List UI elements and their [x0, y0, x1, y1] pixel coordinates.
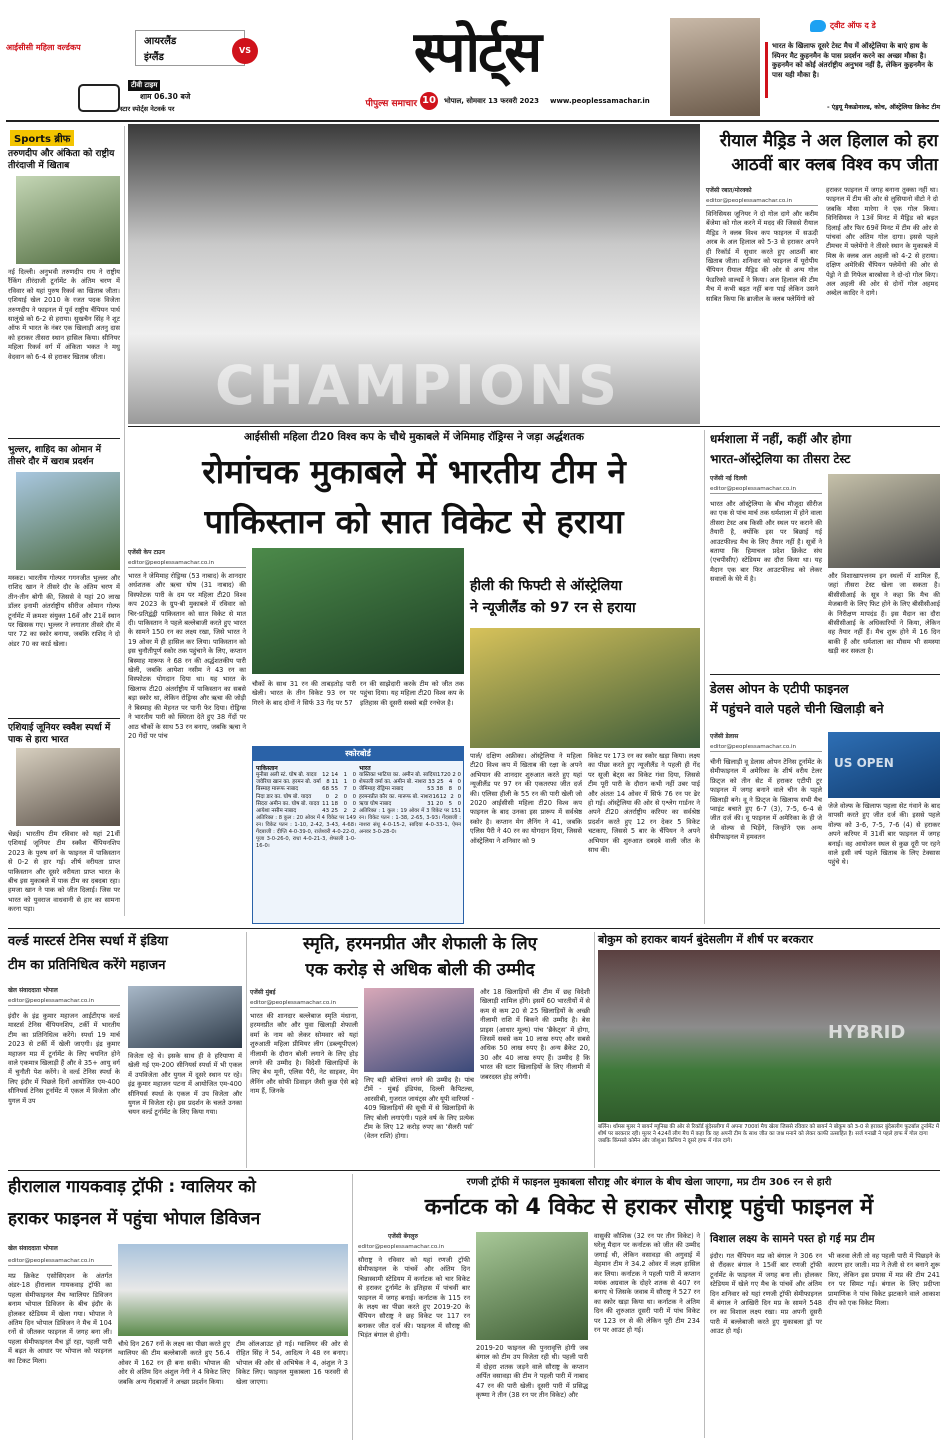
batter-name: सिदरा अमीन का. घोष बो. यादव — [256, 800, 320, 807]
rj-headline: कर्नाटक को 4 विकेट से हराकर सौराष्ट्र पहुंची फाइनल में — [424, 1195, 874, 1220]
hl-email: editor@peoplessamachar.co.in — [8, 1258, 112, 1266]
batter-stat: 33 — [428, 779, 435, 786]
brief-2-title: भुल्लर, शाहिद का ओमान में तीसरे दौर में खराब प्रदर्शन — [8, 445, 102, 467]
rj-kicker: रणजी ट्रॉफी में फाइनल मुकाबला सौराष्ट्र और बंगाल के बीच खेला जाएगा, मप्र टीम 306 रन से हारी — [466, 1177, 832, 1188]
batter-stat: 20 — [443, 772, 451, 778]
column-divider — [352, 1174, 353, 1440]
by-headline: बोकुम को हराकर बायर्न बुंदेसलीग में शीर्ष पर बरकरार — [598, 933, 813, 946]
dl-byline: एजेंसी डेलास — [710, 733, 739, 740]
ip-email: editor@peoplessamachar.co.in — [128, 560, 246, 568]
batter-stat: 2 — [452, 772, 456, 778]
divider — [128, 426, 940, 427]
aus-headline-1: हीली की फिफ्टी से ऑस्ट्रेलिया — [470, 578, 622, 594]
mj-col-2: विजेता रहे थे। इसके साथ ही वे हरियाणा में खेली गई एम-200 सीनियर्स स्पर्धा में भी एकल में उपविजेता और युगल में दूसरे स्थान पर रहे। इंद्र कुमार महाजन पटना में आयोजित एम-400 सीनियर्स स्पर्धा के एकल में उप विजेता और युगल में विजेता रहे। इस प्रदर्शन के चलते उनका चयन वर्ल्ड टूर्नामेंट के लिए किया गया। — [128, 1052, 242, 1117]
worldcup-label-box — [6, 20, 130, 60]
aus-headline-2: ने न्यूजीलैंड को 97 रन से हराया — [470, 600, 636, 616]
batter-stat: 20 — [436, 800, 443, 807]
batter-stat: 17 — [437, 772, 444, 778]
batter-stat: 0 — [325, 793, 329, 800]
trophy-photo — [828, 474, 940, 568]
brief-1-body: नई दिल्ली। अनुभवी तरुणदीप राय ने राष्ट्रीय रैंकिंग तीरंदाजी टूर्नामेंट के अंतिम चरण में रविवार को यहां पुरुष रिकर्व का खिताब जीता। एशियाई खेल 2010 के रजत पदक विजेता तरुणदीप ने फाइनल में पूर्व राष्ट्रीय चैंपियन पार्थ सालुंखे को 6-2 से हराया। सुखचैन सिंह ने शूट ऑफ में भारत के नंबर एक खिलाड़ी अतनु दास को हराकर तीसरा स्थान हासिल किया। सीनियर महिला रिकर्व वर्ग में अंकिता भकत ने मधु वेदवान को 6-4 से हराकर खिताब जीता। — [8, 268, 120, 361]
batter-stat: 12 — [322, 772, 329, 778]
cricket-photo — [252, 548, 464, 674]
au-col-3: और 18 खिलाड़ियों की टीम में छह विदेशी खिलाड़ी शामिल होंगे। इसमें 60 भारतीयों में से कम से कम 20 से 25 खिलाड़ियों के अच्छी नीलामी राशि में बिकने की उम्मीद है। बेस प्राइस (आधार मूल्य) पांच ‘ब्रैकेट्स’ में होगा, जिसमें सबसे कम 10 लाख रुपए और सबसे अधिक 50 लाख रुपए है। अन्य ब्रैकेट 20, 30 और 40 लाख रुपए हैं। उम्मीद है कि भारत की स्टार खिलाड़ियों के लिए नीलामी में जबरदस्त होड़ लगेगी। — [480, 988, 590, 1081]
dateline: भोपाल, सोमवार 13 फरवरी 2023 — [444, 97, 540, 105]
dh-byline: एजेंसी नई दिल्ली — [710, 475, 747, 482]
batter-name: जेमिमाह रोड्रिग्स नाबाद — [359, 786, 404, 793]
dl-headline-2: में पहुंचने वाले पहले चीनी खिलाड़ी बने — [710, 701, 884, 716]
scoreboard-title: स्कोरबोर्ड — [253, 747, 463, 761]
tv-time: शाम 06.30 बजे — [140, 92, 191, 101]
coach-photo — [670, 18, 760, 116]
team1: आयरलैंड — [144, 36, 177, 47]
scoreboard-row — [256, 786, 356, 793]
scoreboard-row — [359, 801, 461, 808]
batter-stat: 0 — [343, 793, 347, 800]
batter-stat: 43 — [322, 808, 329, 815]
champions-text: CHAMPIONS — [214, 354, 621, 417]
batter-stat: 1 — [343, 772, 347, 778]
tweet-text: भारत के खिलाफ दूसरे टेस्ट मैच में ऑस्ट्रेलिया के बाएं हाथ के स्पिनर मैट कुहनमैन के पास प्रदर्शन करने का अच्छा मौका है। कुहनमैन को कोई अंतर्राष्ट्रीय अनुभव नहीं है, लेकिन कुहनमैन के पास यही मौका है। — [765, 42, 939, 98]
batter-stat: 5 — [448, 800, 452, 807]
batter-stat: 8 — [326, 779, 330, 786]
rj-email: editor@peoplessamachar.co.in — [358, 1244, 470, 1252]
tennis-photo — [828, 732, 940, 798]
batter-stat: 11 — [331, 779, 339, 786]
batter-stat: 31 — [427, 800, 434, 807]
batter-name: निदा डार का. घोष बो. यादव — [256, 793, 312, 800]
hl-col-3: टीम ऑलआउट हो गई। ग्वालियर की ओर से रोहित सिंह ने 54, आदित्य ने 48 रन बनाए। भोपाल की ओर से अभिषेक ने 4, अंशुल ने 3 विकेट लिए। फाइनल मुकाबला 16 फरवरी से खेला जाएगा। — [236, 1340, 348, 1386]
sports-brief — [8, 126, 120, 914]
divider — [710, 674, 940, 675]
brief-badge: Sports ब्रीफ — [10, 130, 74, 146]
batter-stat: 8 — [448, 786, 452, 793]
dh-headline-2: भारत-ऑस्ट्रेलिया का तीसरा टेस्ट — [710, 452, 851, 466]
batter-stat: 0 — [352, 800, 356, 807]
batter-name: शेफाली वर्मा का. अमीन बो. नाशरा — [359, 779, 427, 786]
ranji-photo — [476, 1232, 588, 1340]
batter-name: आयेशा नसीम नाबाद — [256, 808, 297, 815]
banner-text: HYBRID — [828, 1022, 906, 1043]
batter-stat: 2 — [334, 793, 338, 800]
batter-name: मुनीबा अली स्टं. घोष बो. यादव — [256, 772, 317, 778]
batter-stat: 0 — [457, 779, 461, 786]
column-divider — [124, 126, 125, 916]
batter-stat: 0 — [457, 786, 461, 793]
mahajan-story — [8, 932, 242, 1166]
rm-byline: एजेंसी रबात/मोरक्को — [706, 187, 752, 194]
scoreboard-left-header: पाकिस्तान — [256, 765, 278, 772]
rm-col-1: विनिसियस जूनियर ने दो गोल दागे और करीम बेंजेमा को गोल करने में मदद की जिससे रीयाल मैड्रिड ने क्लब विश्व कप फाइनल में सऊदी अरब के अल हिलाल को 5-3 से हराकर अपने ही रिकॉर्ड में सुधार करते हुए आठवीं बार खिताब जीता। शनिवार को फाइनल में यूरोपीय चैंपियन रीयाल मैड्रिड की ओर से अन्य गोल फेडरिको वाल्वर्डे ने किया। अल हिलाल की टीम मैच में कभी बढ़त नहीं बना पाई लेकिन उसने साबित किया कि ब्राजील के क्लब फ्लेमिंगो को — [706, 210, 818, 303]
india-pak-story — [128, 430, 700, 926]
dl-headline-1: डेलस ओपन के एटीपी फाइनल — [710, 681, 849, 696]
mj-email: editor@peoplessamachar.co.in — [8, 998, 120, 1006]
column-divider — [594, 932, 595, 1168]
divider — [8, 1170, 940, 1171]
match-teams — [135, 30, 245, 66]
aus-col-1: पार्ल/ दक्षिण अफ्रीका। ऑस्ट्रेलिया ने महिला टी20 विश्व कप में खिताब की रक्षा के अपने अभियान की शानदार शुरुआत करते हुए यहां न्यूजीलैंड पर 97 रन की एकतरफा जीत दर्ज की। एलिसा हीली के 55 रन की पारी खेली जो 2020 आईसीसी महिला टी20 विश्व कप फाइनल के बाद उनका इस प्रारूप में सर्वश्रेष्ठ स्कोर है। कप्तान मेग लैनिंग ने 41, जबकि एलिस पैरी ने 40 रन का योगदान दिया, जिससे ऑस्ट्रेलिया ने शनिवार को 9 — [470, 752, 582, 845]
hl-byline: खेल संवाददाता भोपाल — [8, 1245, 58, 1252]
section-title: स्पोर्ट्स — [413, 19, 541, 85]
us-open-text: US OPEN — [834, 756, 894, 770]
hl-col-2: चौथे दिन 267 रनों के लक्ष्य का पीछा करते हुए ग्वालियर की टीम बल्लेबाजी करते हुए 56.4 ओवर में 162 रन ही बना सकी। भोपाल की ओर से अंतिम दिन अंशुल नेगी ने 4 विकेट लिए जबकि अन्य गेंदबाजों ने अच्छा प्रदर्शन किया। — [118, 1340, 231, 1386]
batter-stat: 18 — [331, 800, 338, 807]
mp-team-story — [710, 1232, 940, 1438]
ranji-story — [358, 1174, 940, 1440]
healy-photo — [470, 628, 700, 748]
divider — [8, 718, 120, 719]
batter-stat: 25 — [436, 779, 444, 786]
batter-stat: 0 — [343, 800, 347, 807]
batter-stat: 2 — [450, 793, 454, 800]
twitter-icon — [810, 20, 826, 32]
mp-headline: विशाल लक्ष्य के सामने पस्त हो गई मप्र टीम — [710, 1233, 875, 1245]
hiralal-story — [8, 1174, 348, 1440]
batter-name: जवेरिया खान का. हरमन बो. वर्मा — [256, 779, 321, 786]
brief-2-body: मस्कट। भारतीय गोल्फर गगनजीत भुल्लर और राशिद खान ने तीसरे दौर के अंतिम चरण में तीन-तीन बोगी की, जिससे वे यहां 20 लाख डॉलर इनामी अंतर्राष्ट्रीय सीरीज ओमान गोल्फ टूर्नामेंट में क्रमशः संयुक्त 16वें और 21वें स्थान पर खिसक गए। भुल्लर ने लगातार तीसरे दौर में पार 72 का स्कोर बनाया, जबकि राशिद ने दो अंडर 70 का कार्ड खेला। — [8, 574, 120, 648]
mj-byline: खेल संवाददाता भोपाल — [8, 987, 58, 994]
batter-stat: 16 — [432, 793, 440, 800]
dl-col-2: जेजे वोल्फ के खिलाफ पहला सेट गंवाने के बाद वापसी करते हुए जीत दर्ज की। इससे पहले वोल्फ को 3-6, 7-5, 7-6 (4) से हराकर अपने करियर में 31वीं बार फाइनल में जगह बनाई। वह आयोजन स्थल से कुछ दूरी पर रहने वाले इसी वर्ष पहले खिताब के लिए टेक्सास पहुंचे थे। — [828, 802, 940, 867]
worldcup-label: आईसीसी महिला वर्ल्डकप — [6, 43, 81, 52]
mp-col-1: इंदौर। गत चैंपियन मप्र को बंगाल ने 306 रन से रौंदकर बंगाल ने 15वीं बार रणजी ट्रॉफी टूर्नामेंट के फाइनल में जगह बना ली। होलकर स्टेडियम में खेले गए मैच के पांचवें और अंतिम दिन शनिवार को यहां रणजी ट्रॉफी सेमीफाइनल में बंगाल ने आखिरी दिन मप्र के सामने 548 रन का विशाल लक्ष्य रखा। मप्र अपनी दूसरी पारी में बल्लेबाजी करते हुए मुकाबला ड्रॉ पर आउट हो गई। — [710, 1252, 822, 1336]
dh-col-1: भारत और ऑस्ट्रेलिया के बीच मौजूदा सीरीज का एक से पांच मार्च तक धर्मशाला में होने वाला तीसरा टेस्ट अब किसी और स्थल पर कराने की तैयारी है, क्योंकि इस पर बिछाई गई आउटफील्ड मैच के लिए तैयार नहीं है। सूत्रों ने बताया कि हिमाचल प्रदेश क्रिकेट संघ (एचपीसीए) स्टेडियम का दौरा किया था। यह मैदान एक बार फिर आउटफील्ड को लेकर सवालों के घेरे में है। — [710, 500, 822, 584]
batter-stat: 2 — [352, 808, 356, 815]
batter-stat: 2 — [343, 808, 347, 815]
batter-name: हरमनप्रीत कौर का. मारूफ बो. नाशरा — [359, 793, 433, 800]
batter-stat: 0 — [352, 772, 356, 778]
column-divider — [704, 430, 705, 924]
rj-col-2: 2019-20 फाइनल की पुनरावृत्ति होगी जब बंगाल को टीम उप विजेता रही थी। पहली पारी में दोहरा शतक जड़ने वाले सौराष्ट्र के कप्तान अर्पित वसावड़ा की टीम ने पहली पारी में नाबाद 47 रन की पारी खेली। दूसरी पारी में प्रसिद्ध कृष्णा ने तीन (38 रन पर तीन विकेट) और — [476, 1344, 588, 1400]
batter-name: यास्तिका भाटिया का. अमीन बो. सादिया — [359, 772, 438, 778]
scoreboard-row — [359, 786, 461, 793]
batter-stat: 11 — [322, 800, 329, 807]
scoreboard-right — [359, 764, 461, 874]
au-headline-2: एक करोड़ से अधिक बोली की उम्मीद — [305, 960, 535, 980]
batter-stat: 4 — [448, 779, 453, 786]
team2: इंग्लैंड — [144, 52, 164, 63]
mj-col-1: इंदौर के इंद्र कुमार महाजन आईटीएफ वर्ल्ड मास्टर्स टेनिस चैंपियनशिप, टर्की में भारतीय टीम का प्रतिनिधित्व करेंगे। स्पर्धा 19 मार्च 2023 से टर्की में खेली जाएगी। इंद्र कुमार महाजन मप्र में टूर्नामेंट के लिए चयनित होने वाले एकमात्र खिलाड़ी हैं और वे 35+ आयु वर्ग में चुनौती पेश करेंगे। वे वर्ल्ड टेनिस स्पर्धा के लिए इंदौर में पिछले दिनों आयोजित एम-400 सीनियर्स टेनिस टूर्नामेंट में एकल में विजेता और युगल में उप — [8, 1012, 120, 1105]
scoreboard-right-extras: अतिरिक्त : 1 कुल : 19 ओवर में 3 विकेट पर 151 रन। विकेट पतन : 1-38, 2-65, 3-93। गेंदबाजी : नाशरा संधू 4-0-15-2, सादिया 4-0-33-1, ऐमन अनवर 3-0-28-0। — [359, 808, 461, 836]
vs-badge: VS — [232, 38, 258, 64]
brief-3-title: एशियाई जूनियर स्क्वैश स्पर्धा में पाक से हारा भारत — [8, 723, 111, 745]
masthead — [0, 0, 945, 122]
batter-stat: 55 — [331, 786, 338, 793]
au-headline-1: स्मृति, हरमनप्रीत और शेफाली के लिए — [303, 934, 537, 954]
brief-3-body: चेन्नई। भारतीय टीम रविवार को यहां 21वीं एशियाई जूनियर टीम स्क्वैश चैंपियनशिप 2023 के पुरुष वर्ग के फाइनल में पाकिस्तान से 0-2 से हार गई। शीर्ष वरीयता प्राप्त पाकिस्तान और दूसरे वरीयता प्राप्त भारत के बीच इस मुकाबले में पाक टीम का दबदबा रहा। हमजा खान ने पाक को जीत दिलाई। जिस पर भारत को युवराज वाधवानी से हार का सामना करना पड़ा। — [8, 830, 120, 914]
batter-stat: 7 — [343, 786, 347, 793]
batter-stat: 38 — [436, 786, 443, 793]
au-col-2: लिए बड़ी बोलियां लगने की उम्मीद है। पांच टीमें - मुंबई इंडियंस, दिल्ली कैपिटल्स, आरसीबी, गुजरात जायंट्स और यूपी वारियर्स - 409 खिलाड़ियों की सूची में से खिलाड़ियों के लिए बोली लगाएंगी। पहले वर्ष के लिए प्रत्येक टीम के लिए 12 करोड़ रुपए का ‘सैलरी पर्स’ (वेतन राशि) होगा। — [364, 1076, 474, 1141]
aus-col-2: विकेट पर 173 रन का स्कोर खड़ा किया। लक्ष्य का पीछा करते हुए न्यूजीलैंड ने पहली ही गेंद पर सूजी बेट्स का विकेट गंवा दिया, जिससे टीम पूरी पारी के दौरान कभी नहीं उबर पाई और अंततः 14 ओवर में सिर्फ 76 रन पर ढेर हो गई। ऑस्ट्रेलिया की ओर से एश्लेग गार्डनर ने अपने टी20 अंतर्राष्ट्रीय करियर का सर्वश्रेष्ठ प्रदर्शन करते हुए 12 रन देकर 5 विकेट चटकाए, जिससे 5 बार के चैंपियन ने अपने अभियान की शुरुआत दबदबे वाली जीत के साथ की। — [588, 752, 700, 855]
brief-1-title: तरुणदीप और अंकिता को राष्ट्रीय तीरंदाजी में खिताब — [8, 149, 115, 171]
batter-stat: 0 — [457, 772, 461, 778]
dl-col-1: चीनी खिलाड़ी वू डेलास ओपन टेनिस टूर्नामेंट के सेमीफाइनल में अमेरिका के शीर्ष वरीय टेलर फ्रिट्ज को तीन सेट में हराकर एटीपी टूर फाइनल में जगह बनाने वाले चीन के पहले खिलाड़ी बने। वू ने फ्रिट्ज के खिलाफ सभी मैच प्वाइंट बचाते हुए 6-7 (3), 7-5, 6-4 से जीत दर्ज की। वू फाइनल में अमेरिका के ही जे जे वोल्फ से भिड़ेंगे, जिन्होंने एक अन्य सेमीफाइनल में हमवतन — [710, 758, 822, 842]
mp-col-2: भी करवा लेती तो वह पहली पारी में पिछड़ने के कारण हार जाती। मप्र ने तेजी से रन बनाने शुरू किए, लेकिन इस प्रयास में मप्र की टीम 241 रन पर सिमट गई। बंगाल के लिए प्रदीप्ता प्रामाणिक ने पांच विकेट झटकाने वाले आकाश दीप को एक विकेट मिला। — [828, 1252, 940, 1308]
dl-email: editor@peoplessamachar.co.in — [710, 744, 822, 752]
tweet-label: ट्वीट ऑफ द डे — [830, 21, 876, 30]
batter-name: ऋचा घोष नाबाद — [359, 800, 392, 807]
ip-col-2: चौकों के साथ 31 रन की ताबड़तोड़ पारी खेली। भारत के तीन विकेट 93 रन पर गिरने के बाद दोनों ने सिर्फ 33 गेंद पर 57 — [252, 680, 356, 707]
auction-story — [250, 932, 590, 1166]
dallas-story — [710, 680, 940, 924]
bayern-photo — [598, 950, 940, 1122]
rj-col-1: सौराष्ट्र ने रविवार को यहां रणजी ट्रॉफी सेमीफाइनल के पांचवें और अंतिम दिन चिन्नास्वामी स्टेडियम में कर्नाटक को चार विकेट से हराकर टूर्नामेंट के इतिहास में पांचवीं बार फाइनल में जगह बनाई। कर्नाटक के 115 रन के लक्ष्य का पीछा करते हुए 2019-20 के चैंपियन सौराष्ट्र ने छह विकेट पर 117 रन बनाकर जीत दर्ज की। फाइनल में सौराष्ट्र की भिड़ंत बंगाल से होगी। — [358, 1256, 470, 1340]
rm-email: editor@peoplessamachar.co.in — [706, 198, 818, 206]
hl-headline-1: हीरालाल गायकवाड़ ट्रॉफी : ग्वालियर को — [8, 1177, 256, 1197]
rj-col-3: वासुकी कौशिक (32 रन पर तीन विकेट) ने घरेलू मैदान पर कर्नाटक को जीत की उम्मीद जगाई थी, लेकिन वसावड़ा की अगुवाई में मेहमान टीम ने 34.2 ओवर में लक्ष्य हासिल कर लिया। कर्नाटक ने पहली पारी में कप्तान मयंक अग्रवाल के दोहरे शतक से 407 रन बनाए थे जिसके जवाब में सौराष्ट्र ने 527 रन का स्कोर खड़ा किया था। कर्नाटक ने अंतिम दिन की शुरुआत दूसरी पारी में पांच विकेट पर 123 रन से की लेकिन पूरी टीम 234 रन पर आउट हो गई। — [594, 1232, 700, 1335]
ip-col-3: रन की साझेदारी करके टीम को जीत तक पहुंचा दिया। यह महिला टी20 विश्व कप के इतिहास की दूसरी सबसे बड़ी रनचेज है। — [360, 680, 464, 707]
divider — [8, 438, 120, 439]
paper-name: पीपुल्स समाचार — [365, 99, 417, 109]
batter-stat: 0 — [457, 793, 461, 800]
scoreboard — [252, 746, 464, 924]
players-photo — [364, 988, 474, 1072]
batter-stat: 12 — [439, 793, 447, 800]
scoreboard-row — [359, 794, 461, 801]
ip-byline: एजेंसी केप टाउन — [128, 549, 165, 556]
team-photo — [118, 1244, 348, 1336]
real-madrid-story — [128, 124, 940, 424]
ip-col-1: भारत ने जेमिमाह रोड्रिग्स (53 नाबाद) के शानदार अर्धशतक और ऋचा घोष (31 नाबाद) की विस्फोटक पारी के दम पर महिला टी20 विश्व कप 2023 के ग्रुप-बी मुकाबले में रविवार को चिर-प्रतिद्वंद्वी पाकिस्तान को सात विकेट से मात दी। पाकिस्तान ने पहले बल्लेबाजी करते हुए भारत के सामने 150 रन का लक्ष्य रखा, जिसे भारत ने 19 ओवर में ही हासिल कर लिया। पाकिस्तान को इस चुनौतीपूर्ण स्कोर तक पहुंचाने के लिए, कप्तान बिस्माह मारूफ ने 68 रन की अर्द्धशतकीय पारी खेली, जबकि आयेशा नसीम ने 43 रन का विस्फोटक योगदान दिया था। यह भारत के खिलाफ टी20 अंतर्राष्ट्रीय में पाकिस्तान का सबसे बड़ा स्कोर था, लेकिन रोड्रिग्स और ऋचा की जोड़ी ने बिस्माह की मेहनत पर पानी फेर दिया। रोड्रिग्स ने भारतीय पारी को स्थिरता देते हुए 38 गेंदों पर आठ चौकों के साथ 53 रन बनाए, जबकि ऋचा ने 20 गेंदों पर पांच — [128, 572, 246, 740]
dharamshala-story — [710, 430, 940, 670]
batter-stat: 68 — [322, 786, 329, 793]
masthead-rule — [6, 120, 939, 122]
batter-stat: 14 — [331, 772, 338, 778]
ip-headline-1: रोमांचक मुकाबले में भारतीय टीम ने — [202, 452, 626, 491]
batter-stat: 0 — [352, 779, 357, 786]
scoreboard-row — [256, 794, 356, 801]
squash-photo — [16, 748, 120, 826]
mj-headline-1: वर्ल्ड मास्टर्स टेनिस स्पर्धा में इंडिया — [8, 934, 168, 949]
hl-col-1: मप्र क्रिकेट एसोसिएशन के अंतर्गत अंडर-18 हीरालाल गायकवाड़ ट्रॉफी का पहला सेमीफाइनल मैच ग्वालियर डिविजन बनाम भोपाल डिविजन के बीच इंदौर के होलकर स्टेडियम में खेला गया। भोपाल ने अंतिम दिन भोपाल डिविजन ने मैच में 104 रनों से जीतकर फाइनल में जगह बना ली। पहला सेमीफाइनल मैच ड्रॉ रहा, पहली पारी में बढ़त के आधार पर भोपाल को फाइनल का टिकट मिला। — [8, 1272, 112, 1365]
mj-headline-2: टीम का प्रतिनिधित्व करेंगे महाजन — [8, 958, 166, 973]
scoreboard-row — [256, 801, 356, 808]
column-divider — [704, 1232, 705, 1438]
aus-nz-story — [470, 576, 700, 926]
website: www.peoplessamachar.in — [550, 97, 650, 105]
archery-photo — [16, 176, 120, 264]
hl-headline-2: हराकर फाइनल में पहुंचा भोपाल डिविजन — [8, 1209, 261, 1229]
page-number: 10 — [420, 92, 438, 110]
au-byline: एजेंसी मुंबई — [250, 989, 276, 996]
dh-email: editor@peoplessamachar.co.in — [710, 486, 822, 494]
batter-stat: 53 — [427, 786, 434, 793]
divider — [8, 928, 940, 929]
by-caption: बर्लिन। थॉमस मूलर ने बायर्न म्यूनिख की ओर से रिकॉर्ड बुंदेसलीगा में अपना 700वां मैच खेला जिससे रविवार को बायर्न ने बोकुम को 3-0 से हराकर बुंदेसलीग फुटबॉल टूर्नामेंट में शीर्ष पर बरकरार रही। मूलर ने 424वें लीग मैच में कहा कि वह अपनी टीम के साथ जीत का जश्न मनाने को लेकर काफी उत्साहित है। सर्ज गनाब्री ने पहले हाफ में गोल दागा जबकि किंग्सले कोमैन और जोशुआ किमिच ने दूसरे हाफ में गोल दागे। — [598, 1124, 940, 1144]
tv-channel: स्टार स्पोर्ट्स नेटवर्क पर — [120, 105, 175, 113]
rm-headline-1: रीयाल मैड्रिड ने अल हिलाल को हरा — [719, 131, 938, 151]
golf-photo — [16, 472, 120, 570]
column-divider — [246, 932, 247, 1168]
rm-col-2: हराकर फाइनल में जगह बनाना तुक्का नहीं था। फाइनल में टीम की ओर से लुसियानो वीटो ने दो जबकि मौसा मारेगा ने एक गोल किया। विनिसियस ने 13वें मिनट में मैड्रिड को बढ़त दिलाई और फिर 69वें मिनट में टीम की ओर से पांचवां और अंतिम गोल दागा। इससे पहले टीमचर में फ्लेमेंगो ने तीसरे स्थान के मुकाबले में मिस्र के क्लब अल अहली को 4-2 से हराया। दक्षिण अमेरिकी चैंपियन फ्लेमेंगो की ओर से पेड्रो ने डी गिफेल बारबोसा ने दो-दो गोल किए। अल अहली की ओर से दोनों गोल अहमद अब्देल कादिर ने दागे। — [826, 186, 938, 298]
batter-stat: 0 — [457, 800, 461, 807]
mahajan-photo — [128, 986, 242, 1048]
batter-stat: 25 — [331, 808, 338, 815]
ip-kicker: आईसीसी महिला टी20 विश्व कप के चौथे मुकाबले में जेमिमाह रॉड्रिग्स ने जड़ा अर्द्धशतक — [244, 431, 584, 443]
rm-headline-2: आठवीं बार क्लब विश्व कप जीता — [731, 155, 938, 175]
ip-headline-2: पाकिस्तान को सात विकेट से हराया — [204, 502, 624, 541]
batter-stat: 1 — [343, 779, 348, 786]
batter-stat: 0 — [352, 793, 356, 800]
rj-byline: एजेंसी बेंगलुरु — [388, 1233, 418, 1240]
tv-label: टीवी टाइम — [128, 80, 160, 91]
bayern-story — [598, 932, 940, 1166]
batter-name: बिस्माह मारूफ नाबाद — [256, 786, 299, 793]
au-col-1: भारत की शानदार बल्लेबाज स्मृति मंधाना, हरमनप्रीत कौर और युवा खिलाड़ी शेफाली वर्मा के नाम को लेकर सोमवार को यहां शुरुआती महिला प्रीमियर लीग (डब्ल्यूपीएल) नीलामी के दौरान बोली लगाने के लिए होड़ लगने की उम्मीद है। विदेशी खिलाड़ियों के लिए बेथ मूनी, एलिस पैरी, नेट साइवर, मेग लैनिंग और सोफी डिवाइन जैसी कुछ ऐसे बड़े नाम हैं, जिनके — [250, 1012, 358, 1096]
au-email: editor@peoplessamachar.co.in — [250, 1000, 358, 1008]
dh-col-2: और विशाखापत्तनम इन स्थलों में शामिल हैं, जहां तीसरा टेस्ट खेला जा सकता है। बीसीसीआई के सूत्र ने कहा कि मैच की मेजबानी के लिए फिट होने के लिए बीसीसीआई के निरीक्षण मापदंड हैं। इस मैदान का दौरा बीसीसीआई के अधिकारियों ने किया, लेकिन वह तैयार नहीं हैं। मैच शुरू होने में 16 दिन बाकी हैं और धर्मशाला का मौसम भी समस्या खड़ी कर सकता है। — [828, 572, 940, 656]
champions-photo — [128, 124, 700, 424]
tv-icon — [78, 84, 120, 112]
tweet-author: - एंड्रयू मैकडोनाल्ड, कोच, ऑस्ट्रेलिया क्रिकेट टीम — [826, 104, 940, 111]
scoreboard-left — [256, 764, 356, 873]
scoreboard-left-extras: अतिरिक्त : 8 कुल : 20 ओवर में 4 विकेट पर 149 रन। विकेट पतन : 1-10, 2-42, 3-43, 4-68। गेंदबाजी : दीप्ति 4-0-39-0, राजेश्वरी 4-0-22-0, पूजा 3-0-26-0, राधा 4-0-21-3, शेफाली 1-0-16-0। — [256, 815, 356, 850]
dh-headline-1: धर्मशाला में नहीं, कहीं और होगा — [710, 432, 852, 446]
scoreboard-right-header: भारत — [359, 765, 371, 772]
batter-stat: 0 — [352, 786, 356, 793]
